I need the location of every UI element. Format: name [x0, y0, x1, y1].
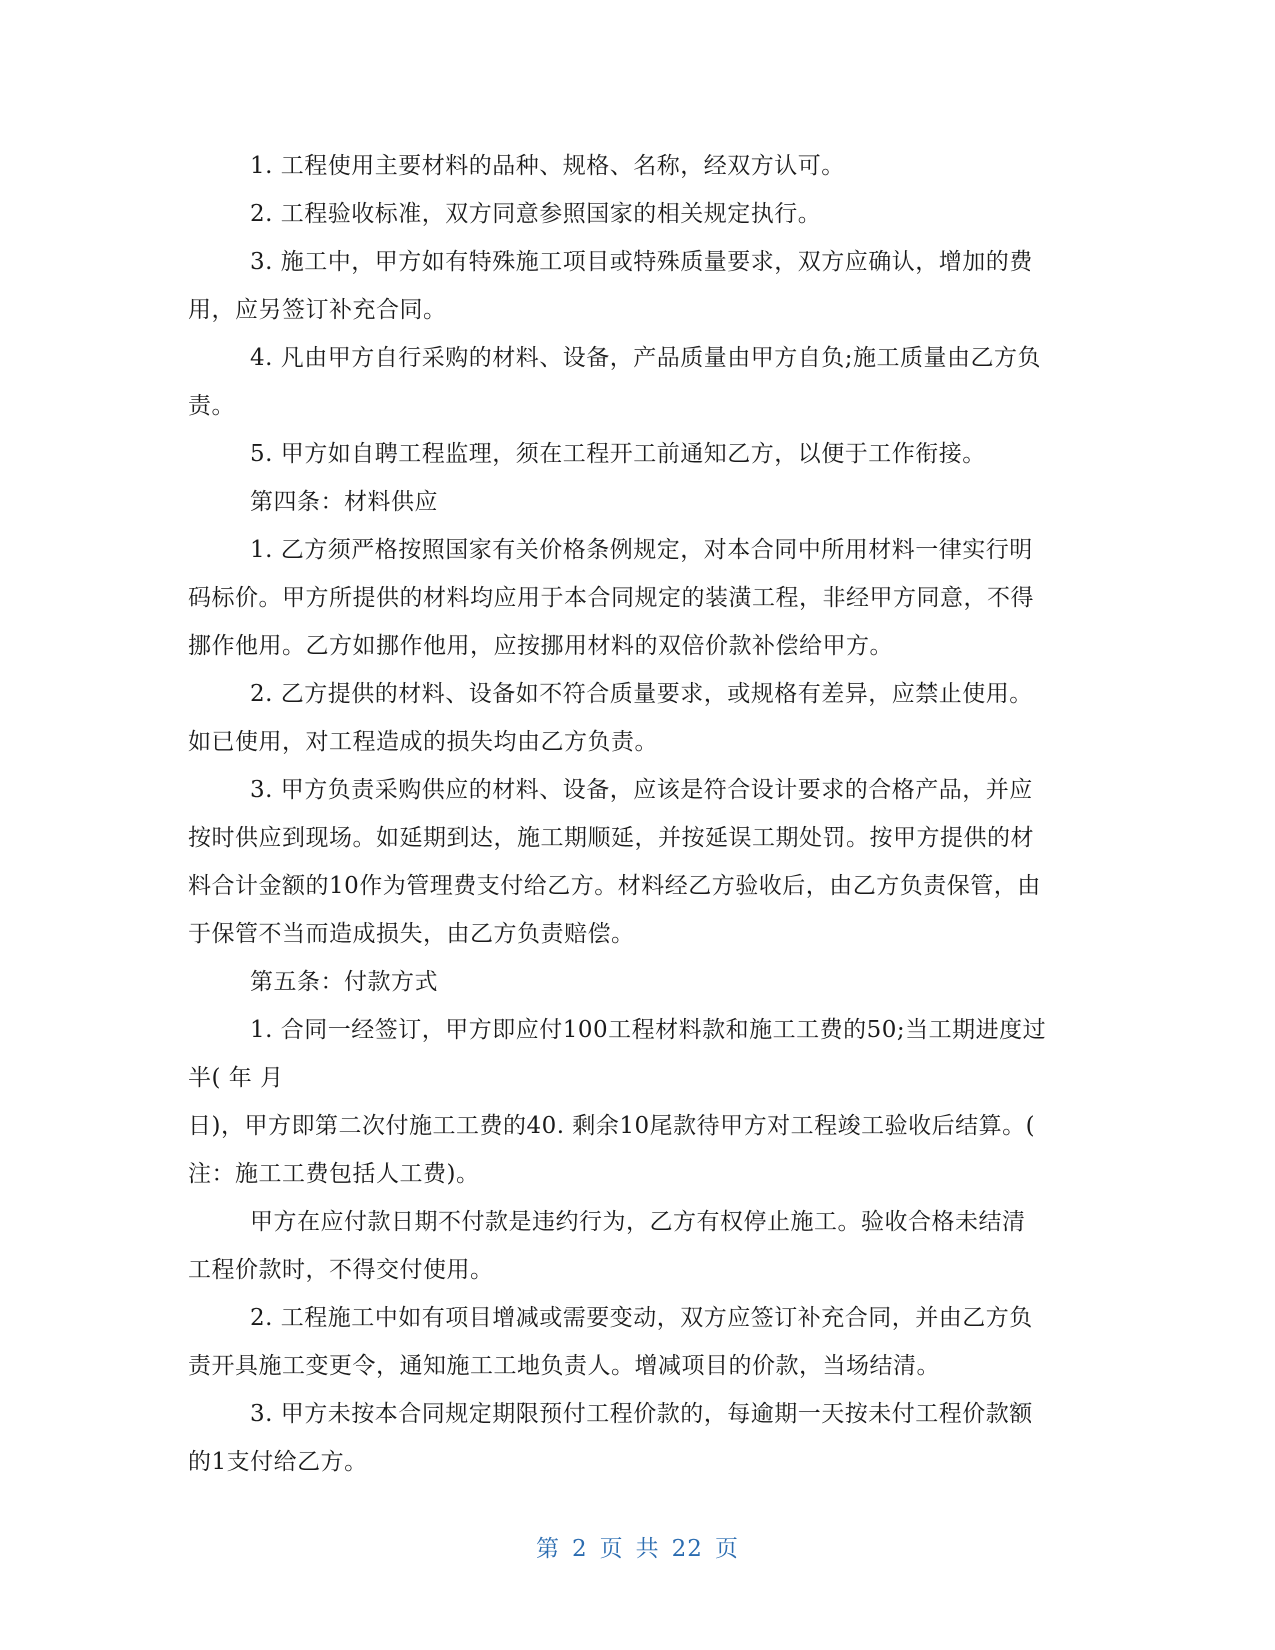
text-line: 5. 甲方如自聘工程监理，须在工程开工前通知乙方，以便于工作衔接。 — [250, 441, 986, 467]
text-line: 的1支付给乙方。 — [188, 1449, 368, 1475]
text-line: 2. 工程施工中如有项目增减或需要变动，双方应签订补充合同，并由乙方负 — [250, 1305, 1033, 1331]
text-line: 料合计金额的10作为管理费支付给乙方。材料经乙方验收后，由乙方负责保管，由 — [188, 873, 1041, 899]
text-line: 半( 年 月 — [188, 1065, 284, 1091]
text-line: 工程价款时，不得交付使用。 — [188, 1257, 494, 1283]
text-line: 3. 甲方负责采购供应的材料、设备，应该是符合设计要求的合格产品，并应 — [250, 777, 1033, 803]
text-line: 责。 — [188, 393, 235, 419]
text-line: 1. 乙方须严格按照国家有关价格条例规定，对本合同中所用材料一律实行明 — [250, 537, 1033, 563]
text-line: 日)，甲方即第二次付施工工费的40. 剩余10尾款待甲方对工程竣工验收后结算。( — [188, 1113, 1036, 1139]
text-line: 2. 乙方提供的材料、设备如不符合质量要求，或规格有差异，应禁止使用。 — [250, 681, 1033, 707]
text-line: 码标价。甲方所提供的材料均应用于本合同规定的装潢工程，非经甲方同意，不得 — [188, 585, 1034, 611]
text-line: 3. 施工中，甲方如有特殊施工项目或特殊质量要求，双方应确认，增加的费 — [250, 249, 1033, 275]
total-page-count: 22 — [671, 1536, 703, 1562]
text-line: 1. 合同一经签订，甲方即应付100工程材料款和施工工费的50;当工期进度过 — [250, 1017, 1047, 1043]
text-line: 如已使用，对工程造成的损失均由乙方负责。 — [188, 729, 658, 755]
text-line: 3. 甲方未按本合同规定期限预付工程价款的，每逾期一天按未付工程价款额 — [250, 1401, 1033, 1427]
text-line: 甲方在应付款日期不付款是违约行为，乙方有权停止施工。验收合格未结清 — [250, 1209, 1026, 1235]
text-line: 注：施工工费包括人工费)。 — [188, 1161, 480, 1187]
text-line: 用，应另签订补充合同。 — [188, 297, 447, 323]
footer-total-word: 共 — [635, 1536, 660, 1562]
text-line: 挪作他用。乙方如挪作他用，应按挪用材料的双倍价款补偿给甲方。 — [188, 633, 893, 659]
footer-suffix: 页 — [714, 1536, 739, 1562]
text-line: 责开具施工变更令，通知施工工地负责人。增减项目的价款，当场结清。 — [188, 1353, 940, 1379]
text-line: 1. 工程使用主要材料的品种、规格、名称，经双方认可。 — [250, 153, 845, 179]
page-footer — [0, 1530, 1275, 1563]
text-line: 第四条：材料供应 — [250, 489, 438, 515]
current-page-number: 2 — [572, 1536, 588, 1562]
text-line: 第五条：付款方式 — [250, 969, 438, 995]
footer-page-word: 页 — [599, 1536, 624, 1562]
document-body — [188, 142, 1088, 1486]
text-line: 2. 工程验收标准，双方同意参照国家的相关规定执行。 — [250, 201, 822, 227]
footer-prefix: 第 — [536, 1536, 561, 1562]
text-line: 按时供应到现场。如延期到达，施工期顺延，并按延误工期处罚。按甲方提供的材 — [188, 825, 1034, 851]
text-line: 4. 凡由甲方自行采购的材料、设备，产品质量由甲方自负;施工质量由乙方负 — [250, 345, 1042, 371]
text-line: 于保管不当而造成损失，由乙方负责赔偿。 — [188, 921, 635, 947]
